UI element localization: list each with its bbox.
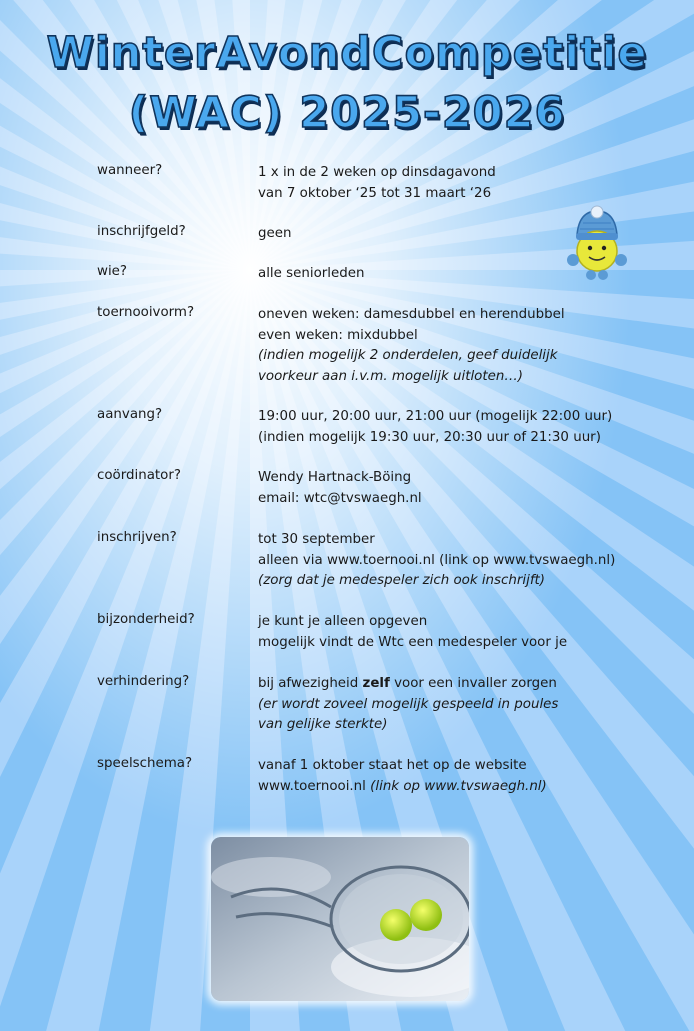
snow-tennis-photo bbox=[211, 837, 469, 1001]
value-line: alle seniorleden bbox=[258, 266, 365, 281]
row-value bbox=[258, 612, 567, 653]
value-line: tot 30 september bbox=[258, 532, 375, 547]
row-label: coördinator? bbox=[97, 468, 181, 483]
tennis-ball-mascot-image bbox=[563, 205, 631, 283]
value-line: (er wordt zoveel mogelijk gespeeld in poules bbox=[258, 696, 559, 712]
row-value bbox=[258, 674, 558, 736]
value-line bbox=[258, 674, 558, 695]
value-line: geen bbox=[258, 226, 292, 241]
value-text: www.toernooi.nl bbox=[258, 778, 371, 794]
value-line: Wendy Hartnack-Böing bbox=[258, 470, 412, 485]
row-value bbox=[258, 163, 496, 204]
value-line: 19:00 uur, 20:00 uur, 21:00 uur (mogelijk 22:00 uur) bbox=[258, 409, 613, 424]
row-label: wie? bbox=[97, 264, 128, 279]
value-line: email: wtc@tvswaegh.nl bbox=[258, 490, 422, 506]
row-label: aanvang? bbox=[97, 407, 163, 422]
row-label: toernooivorm? bbox=[97, 305, 195, 320]
value-line: vanaf 1 oktober staat het op de website bbox=[258, 758, 527, 773]
value-line: oneven weken: damesdubbel en herendubbel bbox=[258, 307, 565, 322]
value-line: even weken: mixdubbel bbox=[258, 327, 418, 343]
row-label: wanneer? bbox=[97, 163, 163, 178]
value-line: (indien mogelijk 19:30 uur, 20:30 uur of 21:30 uur) bbox=[258, 429, 601, 445]
value-line: (zorg dat je medespeler zich ook inschrijft) bbox=[258, 573, 546, 588]
value-line: van gelijke sterkte) bbox=[258, 717, 388, 732]
value-line: mogelijk vindt de Wtc een medespeler voor je bbox=[258, 634, 568, 650]
page-title-line-2: (WAC) 2025-2026 bbox=[128, 88, 566, 138]
value-line: 1 x in de 2 weken op dinsdagavond bbox=[258, 165, 496, 180]
value-line: van 7 oktober ‘25 tot 31 maart ‘26 bbox=[258, 185, 492, 201]
value-text: (link op www.tvswaegh.nl) bbox=[370, 778, 547, 794]
row-value bbox=[258, 530, 615, 592]
row-value bbox=[258, 756, 547, 797]
row-value bbox=[258, 468, 422, 509]
row-label: speelschema? bbox=[97, 756, 193, 771]
emphasis-text: zelf bbox=[362, 676, 390, 691]
row-label: inschrijven? bbox=[97, 530, 177, 545]
row-label: inschrijfgeld? bbox=[97, 224, 186, 239]
row-value bbox=[258, 224, 291, 245]
value-line: (indien mogelijk 2 onderdelen, geef duidelijk bbox=[258, 348, 558, 363]
row-label: verhindering? bbox=[97, 674, 190, 689]
value-line: voorkeur aan i.v.m. mogelijk uitloten…) bbox=[258, 368, 523, 384]
value-text: bij afwezigheid bbox=[258, 676, 363, 691]
value-line: alleen via www.toernooi.nl (link op www.tvswaegh.nl) bbox=[258, 552, 616, 568]
row-value bbox=[258, 264, 364, 285]
value-text: voor een invaller zorgen bbox=[389, 676, 557, 691]
row-value bbox=[258, 407, 612, 448]
row-value bbox=[258, 305, 565, 387]
value-line: je kunt je alleen opgeven bbox=[258, 614, 428, 629]
value-line bbox=[258, 777, 547, 798]
row-label: bijzonderheid? bbox=[97, 612, 195, 627]
page-title-line-1: WinterAvondCompetitie bbox=[46, 28, 648, 78]
